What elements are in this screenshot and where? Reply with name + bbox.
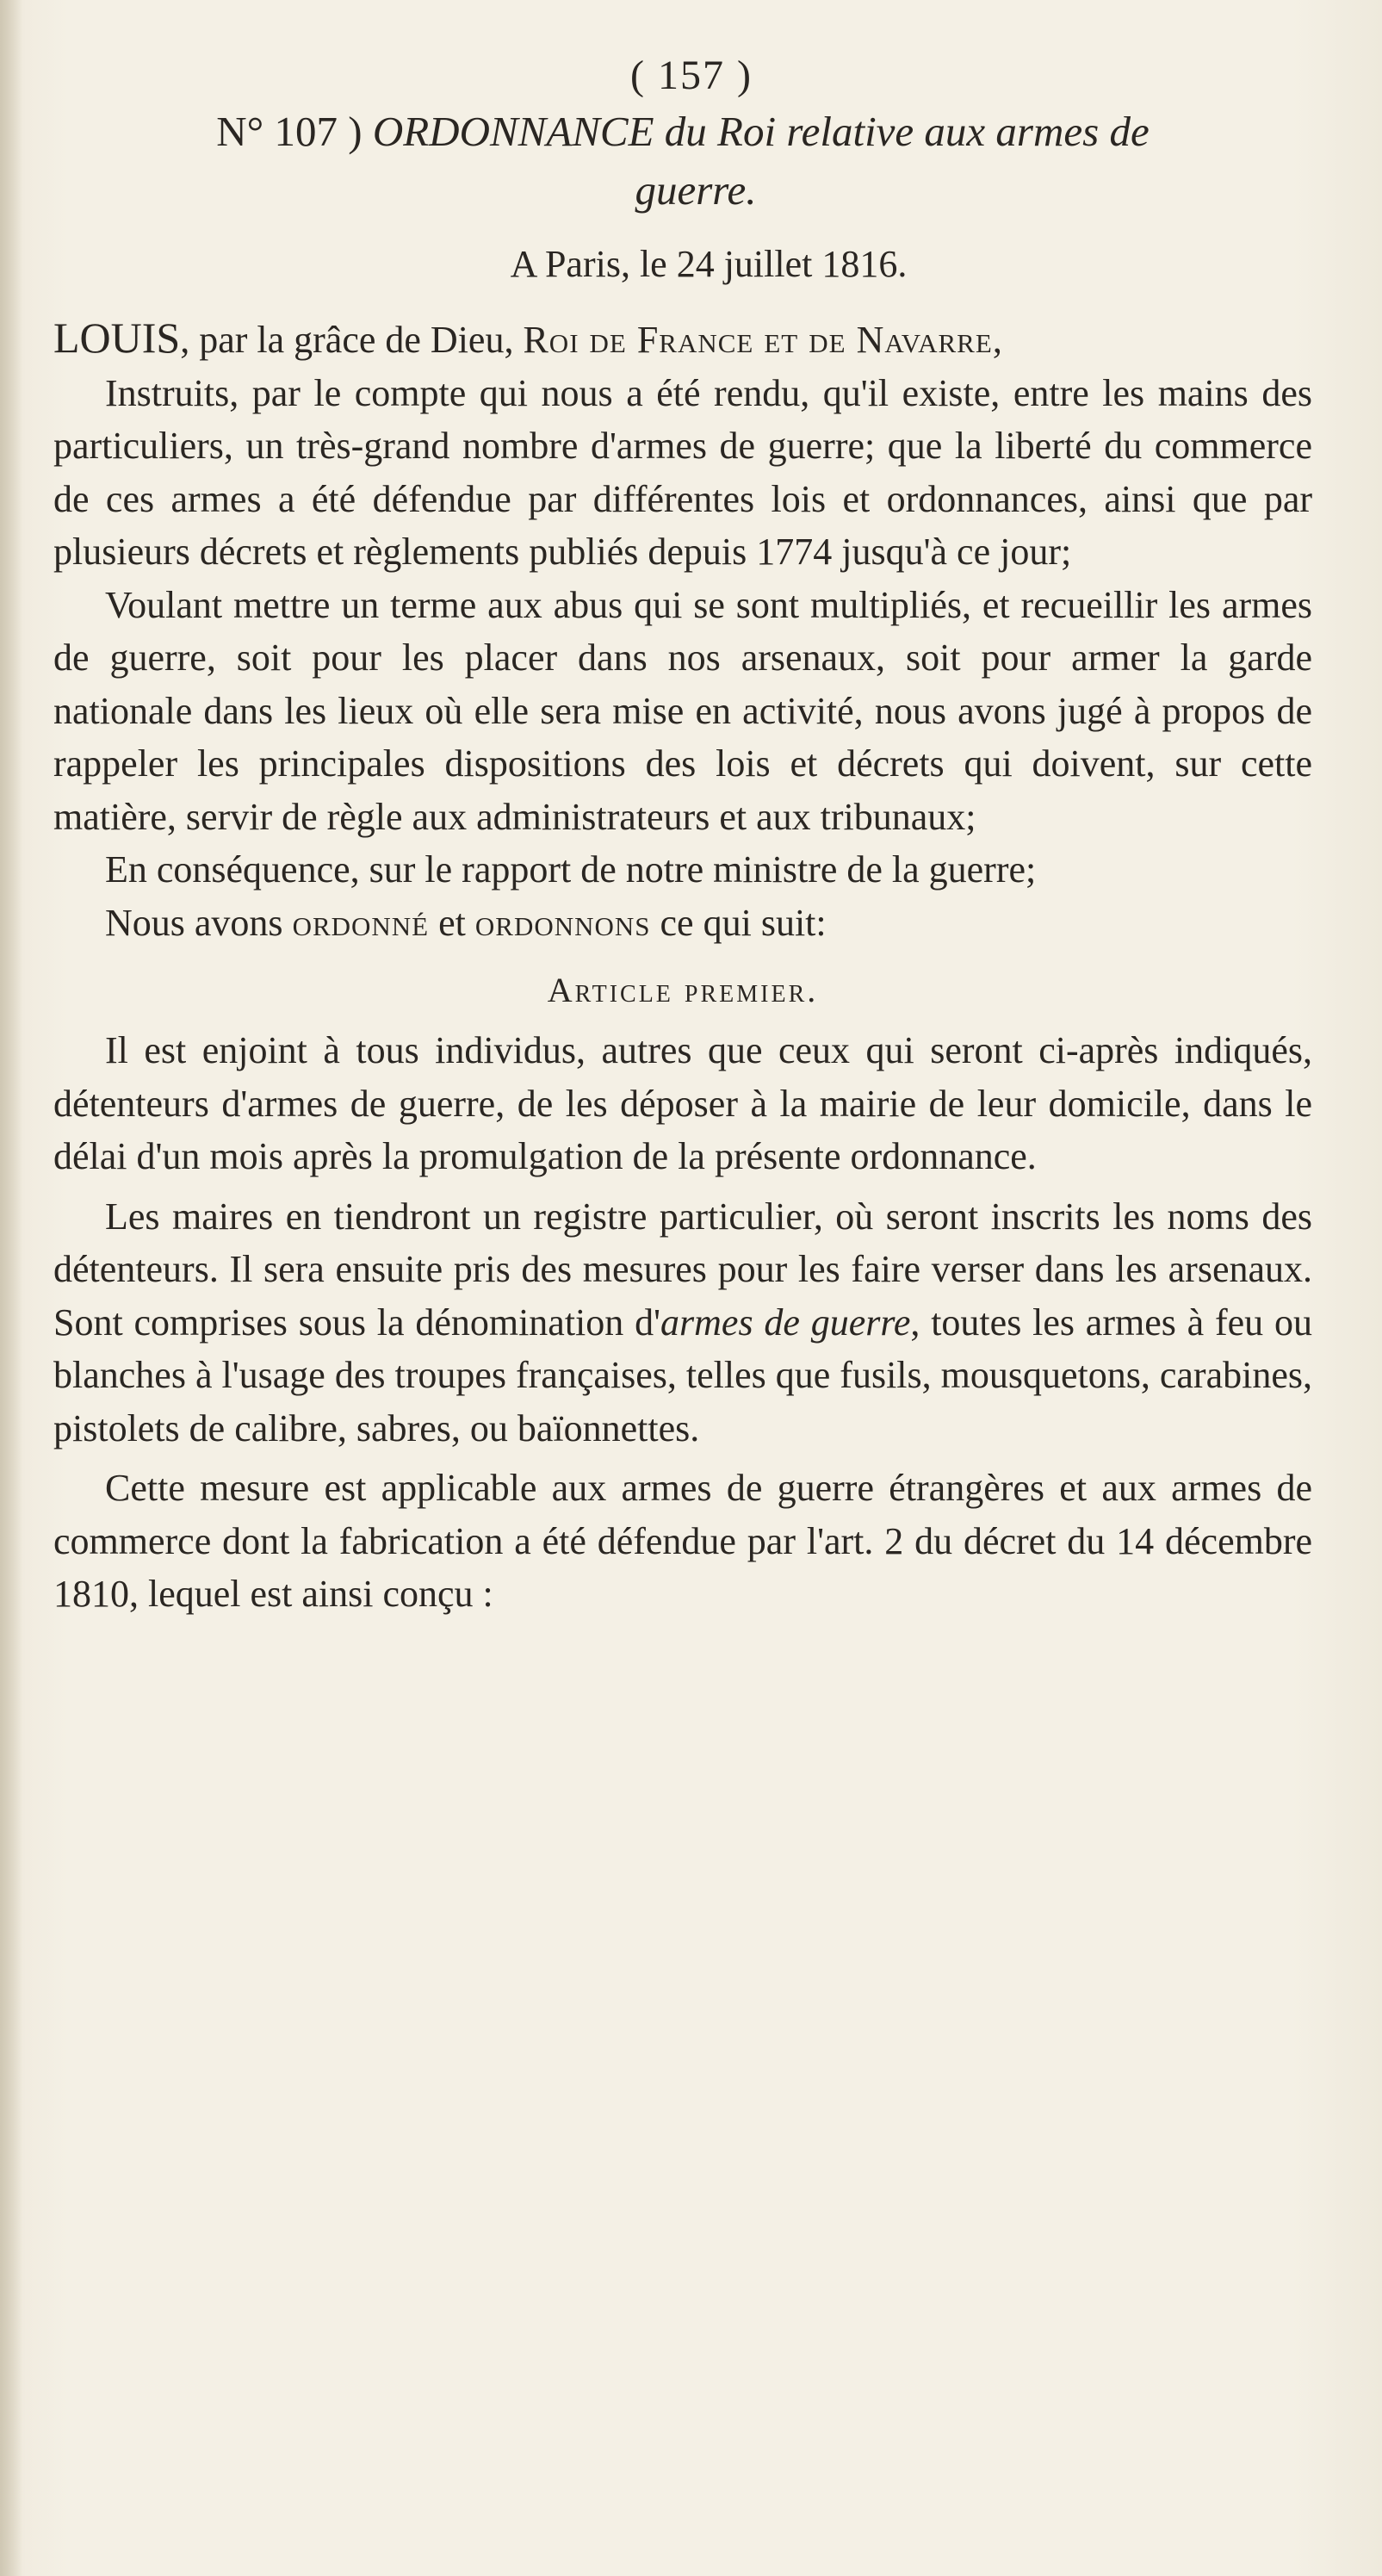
article-paragraph-2 xyxy=(53,1190,1312,1456)
ordonne-word1: ordonné xyxy=(292,901,430,944)
paragraph-instruits: Instruits, par le compte qui nous a été rendu, qu'il existe, entre les mains des particuliers, un très-grand nombre d'armes de guerre; que la liberté du commerce de ces armes a été défendue par différentes lois et ordonnances, ainsi que par plusieurs décrets et règlements publiés depuis 1774 jusqu'à ce jour; xyxy=(53,371,1312,573)
preamble-text-start: , par la grâce de Dieu, xyxy=(180,319,524,361)
paragraph-gap xyxy=(53,1455,1312,1462)
ordinance-title xyxy=(53,102,1312,220)
royal-preamble xyxy=(53,312,1312,367)
ordonne-mid: et xyxy=(429,901,475,944)
royal-title: Roi de France et de Navarre xyxy=(523,319,993,361)
ordonne-end: ce qui suit: xyxy=(650,901,827,944)
page-text-block xyxy=(53,52,1312,1621)
paragraph-voulant: Voulant mettre un terme aux abus qui se sont multipliés, et recueillir les armes de guerre, soit pour les placer dans nos arsenaux, soit pour armer la garde nationale dans les lieux où elle sera mise en activité, nous avons jugé à propos de rappeler les principales dispositions des lois et décrets qui doivent, sur cette matière, servir de règle aux administrateurs et aux tribunaux; xyxy=(53,583,1312,838)
article-paragraph-2-start: Les maires en tiendront un registre particulier, où seront inscrits les noms des détenteurs. Il sera ensuite pris des mesures pour les faire verser dans les arsenaux. Sont comprises sous la dénomination d' xyxy=(53,1195,1312,1344)
paragraph-consequence: En conséquence, sur le rapport de notre ministre de la guerre; xyxy=(105,848,1037,891)
article-paragraph-1: Il est enjoint à tous individus, autres que ceux qui seront ci-après indiqués, détenteurs d'armes de guerre, de les déposer à la mairie de leur domicile, dans le délai d'un mois après la promulgation de la présente ordonnance. xyxy=(53,1029,1312,1177)
ordinance-title-line1: ORDONNANCE du Roi relative aux armes de xyxy=(372,108,1150,155)
preamble-text-end: , xyxy=(992,319,1002,361)
ordinance-number: N° 107 ) xyxy=(216,108,363,155)
paragraph-ordonne xyxy=(53,897,1312,950)
book-gutter-shadow xyxy=(0,0,22,2576)
ordonne-start: Nous avons xyxy=(105,901,293,944)
article-paragraph-3: Cette mesure est applicable aux armes de guerre étrangères et aux armes de commerce dont la fabrication a été défendue par l'art. 2 du décret du 14 décembre 1810, lequel est ainsi conçu : xyxy=(53,1467,1312,1615)
ordonne-word2: ordonnons xyxy=(474,901,651,944)
article-heading: Article premier. xyxy=(547,971,819,1009)
king-name: LOUIS xyxy=(53,313,181,362)
dateline: A Paris, le 24 juillet 1816. xyxy=(510,243,908,285)
article-paragraph-2-end: , toutes les armes à feu ou blanches à l'usage des troupes françaises, telles que fusils, mousquetons, carabines, pistolets de calibre, sabres, ou baïonnettes. xyxy=(53,1300,1312,1449)
paragraph-gap xyxy=(53,1183,1312,1190)
page-number: ( 157 ) xyxy=(630,53,753,98)
armes-de-guerre-term: armes de guerre xyxy=(660,1300,911,1344)
ordinance-title-line2: guerre. xyxy=(635,166,757,214)
